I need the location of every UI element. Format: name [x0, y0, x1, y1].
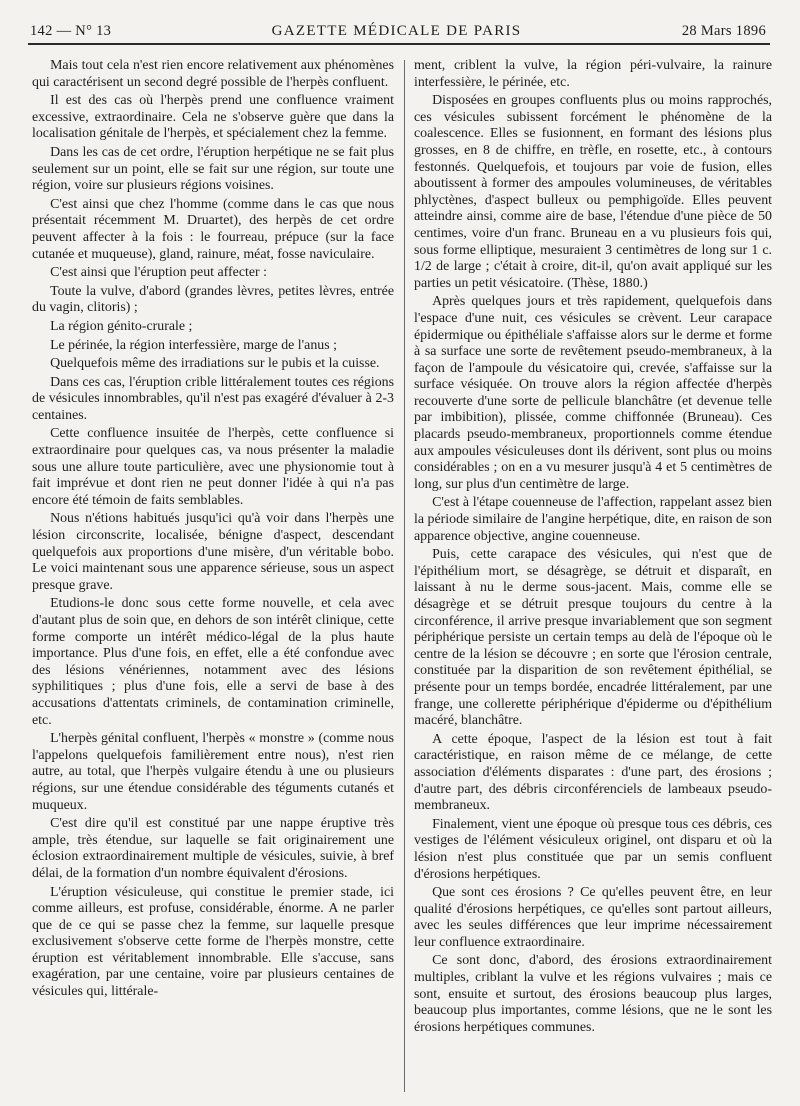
paragraph: C'est à l'étape couenneuse de l'affection, rappelant assez bien la période similaire de l'angine herpétique, dite, en raison de son apparence objective, angine couenneuse.: [414, 495, 772, 544]
paragraph: A cette époque, l'aspect de la lésion est tout à fait caractéristique, en raison même de ce mélange, de cette association d'éléments disparates : d'une part, des érosions ; d'autre part, des débris circonférenciels de lambeaux pseudo-membraneux.: [414, 731, 772, 814]
paragraph: Que sont ces érosions ? Ce qu'elles peuvent être, en leur qualité d'érosions herpétiques, ce qu'elles sont partout ailleurs, avec les seules différences que leur imprime nécessairement leur confluence extraordinaire.: [414, 885, 772, 950]
paragraph: L'herpès génital confluent, l'herpès « monstre » (comme nous l'appelons quelquefois familièrement entre nous), n'est rien autre, au total, que l'herpès vulgaire étendu à une ou plusieurs régions, sur une étendue considérable des téguments cutanés et muqueux.: [32, 731, 394, 813]
column-divider: [404, 60, 405, 1092]
paragraph: Il est des cas où l'herpès prend une confluence vraiment excessive, extraordinaire. Cela ne s'observe guère que dans la localisation génitale de l'herpès, et spécialement chez la femme.: [32, 93, 394, 142]
paragraph: Mais tout cela n'est rien encore relativement aux phénomènes qui caractérisent un second degré possible de l'herpès confluent.: [32, 58, 394, 90]
paragraph: Puis, cette carapace des vésicules, qui n'est que de l'épithélium mort, se désagrège, se détruit et disparaît, en laissant à nu le derme sous-jacent. Mais, comme elle se désagrège et se détruit presque toujours du centre à la circonférence, il arrive presque invariablement que son segment périphérique persiste un certain temps au delà de l'époque où le centre de la lésion se découvre ; en sorte que l'érosion centrale, constituée par la disparition de son revêtement épithélial, se présente pour un temps bordée, encadrée littéralement, par une frange, une collerette périphérique d'épiderme ou d'épithélium macéré, blanchâtre.: [414, 547, 772, 729]
paragraph: Après quelques jours et très rapidement, quelquefois dans l'espace d'une nuit, ces vésicules se crèvent. Leur carapace épidermique ou épithéliale s'affaisse alors sur le derme et forme à sa surface une sorte de revêtement pseudo-membraneux, à la façon de l'ampoule du vésicatoire qui, crevée, s'affaisse sur la surface vésiquée. On trouve alors la région affectée d'herpès recouverte d'une sorte de pellicule blanchâtre (et devenue telle par imbibition), plissée, comme chiffonnée (Bruneau). Ces placards pseudo-membraneux, proportionnels comme étendue aux ampoules vésiculeuses dont ils dérivent, sont plus ou moins considérables ; on en a vu mesurer jusqu'à 4 et 5 centimètres de long, sur plus d'un centimètre de large.: [414, 294, 772, 492]
header-rule: [28, 43, 770, 45]
paragraph: Finalement, vient une époque où presque tous ces débris, ces vestiges de l'élément vésiculeux originel, ont disparu et où la lésion n'est plus constituée que par un semis confluent d'érosions herpétiques.: [414, 816, 772, 882]
journal-title: GAZETTE MÉDICALE DE PARIS: [271, 23, 522, 39]
paragraph: C'est ainsi que l'éruption peut affecter :: [50, 265, 267, 281]
paragraph: Cette confluence insuitée de l'herpès, cette confluence si extraordinaire pour quelques cas, va nous présenter la maladie sous une allure toute particulière, avec une physionomie tout à fait imprévue et dont rien ne peut donner l'idée à qui n'a pas encore été témoin de faits semblables.: [32, 426, 394, 508]
paragraph: Dans ces cas, l'éruption crible littéralement toutes ces régions de vésicules innombrables, qu'il n'est pas exagéré d'évaluer à 2-3 centaines.: [32, 374, 394, 423]
paragraph: C'est dire qu'il est constitué par une nappe éruptive très ample, très étendue, sur laquelle se fait originairement une éclosion extraordinairement multiple de vésicules, suivie, à bref délai, de la formation d'un nombre équivalent d'érosions.: [32, 816, 394, 881]
right-column: [414, 58, 772, 1038]
paragraph: Nous n'étions habitués jusqu'ici qu'à voir dans l'herpès une lésion circonscrite, localisée, bénigne d'aspect, descendant quelquefois aux proportions d'une misère, d'un véritable bobo. Le voici maintenant sous une apparence sérieuse, sous un aspect presque grave.: [32, 511, 394, 593]
paragraph-continuation: ment, criblent la vulve, la région péri-vulvaire, la rainure interfessière, le périnée, etc.: [414, 58, 772, 90]
left-column: [32, 58, 394, 1003]
paragraph: C'est ainsi que chez l'homme (comme dans le cas que nous présentait récemment M. Druartet), des herpès de cet ordre peuvent affecter à la fois : le fourreau, prépuce (sur la face cutanée et muqueuse), gland, rainure, méat, fosse naviculaire.: [32, 196, 394, 262]
list-item: Le périnée, la région interfessière, marge de l'anus ;: [50, 337, 337, 353]
list-item: La région génito-crurale ;: [50, 318, 193, 334]
paragraph: L'éruption vésiculeuse, qui constitue le premier stade, ici comme ailleurs, est profuse, considérable, énorme. A ne parler que de ce qui se passe chez la femme, sur laquelle presque exclusivement s'observe cette forme de l'herpès monstre, cette éruption est véritablement innombrable. Elle s'accuse, sans exagération, par une centaine, voire par plusieurs centaines de vésicules qui, littérale-: [32, 884, 394, 1000]
list-item: Toute la vulve, d'abord (grandes lèvres, petites lèvres, entrée du vagin, clitoris) ;: [32, 283, 394, 316]
paragraph: Etudions-le donc sous cette forme nouvelle, et cela avec d'autant plus de soin que, en dehors de son intérêt clinique, cette forme comporte un intérêt médico-légal de la plus haute importance. Plus d'une fois, en effet, elle a été confondue avec des lésions vénériennes, notamment avec des lésions syphilitiques ; plus d'une fois, elle a servi de base à des accusations d'attentats criminels, de contamination criminelle, etc.: [32, 596, 394, 728]
paragraph: Dans les cas de cet ordre, l'éruption herpétique ne se fait plus seulement sur un point, elle se fait sur une région, sur toute une région, voire sur plusieurs régions voisines.: [32, 144, 394, 194]
paragraph: Disposées en groupes confluents plus ou moins rapprochés, ces vésicules subissent forcément le phénomène de la coalescence. Elles se fusionnent, en formant des lésions plus grosses, en 8 de chiffre, en trèfle, en rosette, etc., à contours festonnés. Quelquefois, et toujours par voie de fusion, elles aboutissent à former des ampoules volumineuses, de véritables phlyctènes, d'aspect bulleux ou pemphigoïde. Elles peuvent atteindre ainsi, comme aire de base, l'étendue d'une pièce de 50 centimes, voire d'un franc. Bruneau en a vu plusieurs fois qui, sous forme elliptique, mesuraient 3 centimètres de long sur 1 c. 1/2 de large ; c'était à croire, dit-il, qu'on avait appliqué sur les parties un petit vésicatoire. (Thèse, 1880.): [414, 93, 772, 291]
running-header: [30, 14, 766, 40]
list-item: Quelquefois même des irradiations sur le pubis et la cuisse.: [50, 356, 380, 372]
paragraph: Ce sont donc, d'abord, des érosions extraordinairement multiples, criblant la vulve et les régions vulvaires ; mais ce sont, ensuite et surtout, des érosions beaucoup plus larges, beaucoup plus importantes, comme lésions, que ne le sont les érosions herpétiques communes.: [414, 953, 772, 1035]
page-number: 142 — N° 13: [30, 23, 112, 39]
issue-date: 28 Mars 1896: [681, 23, 766, 39]
